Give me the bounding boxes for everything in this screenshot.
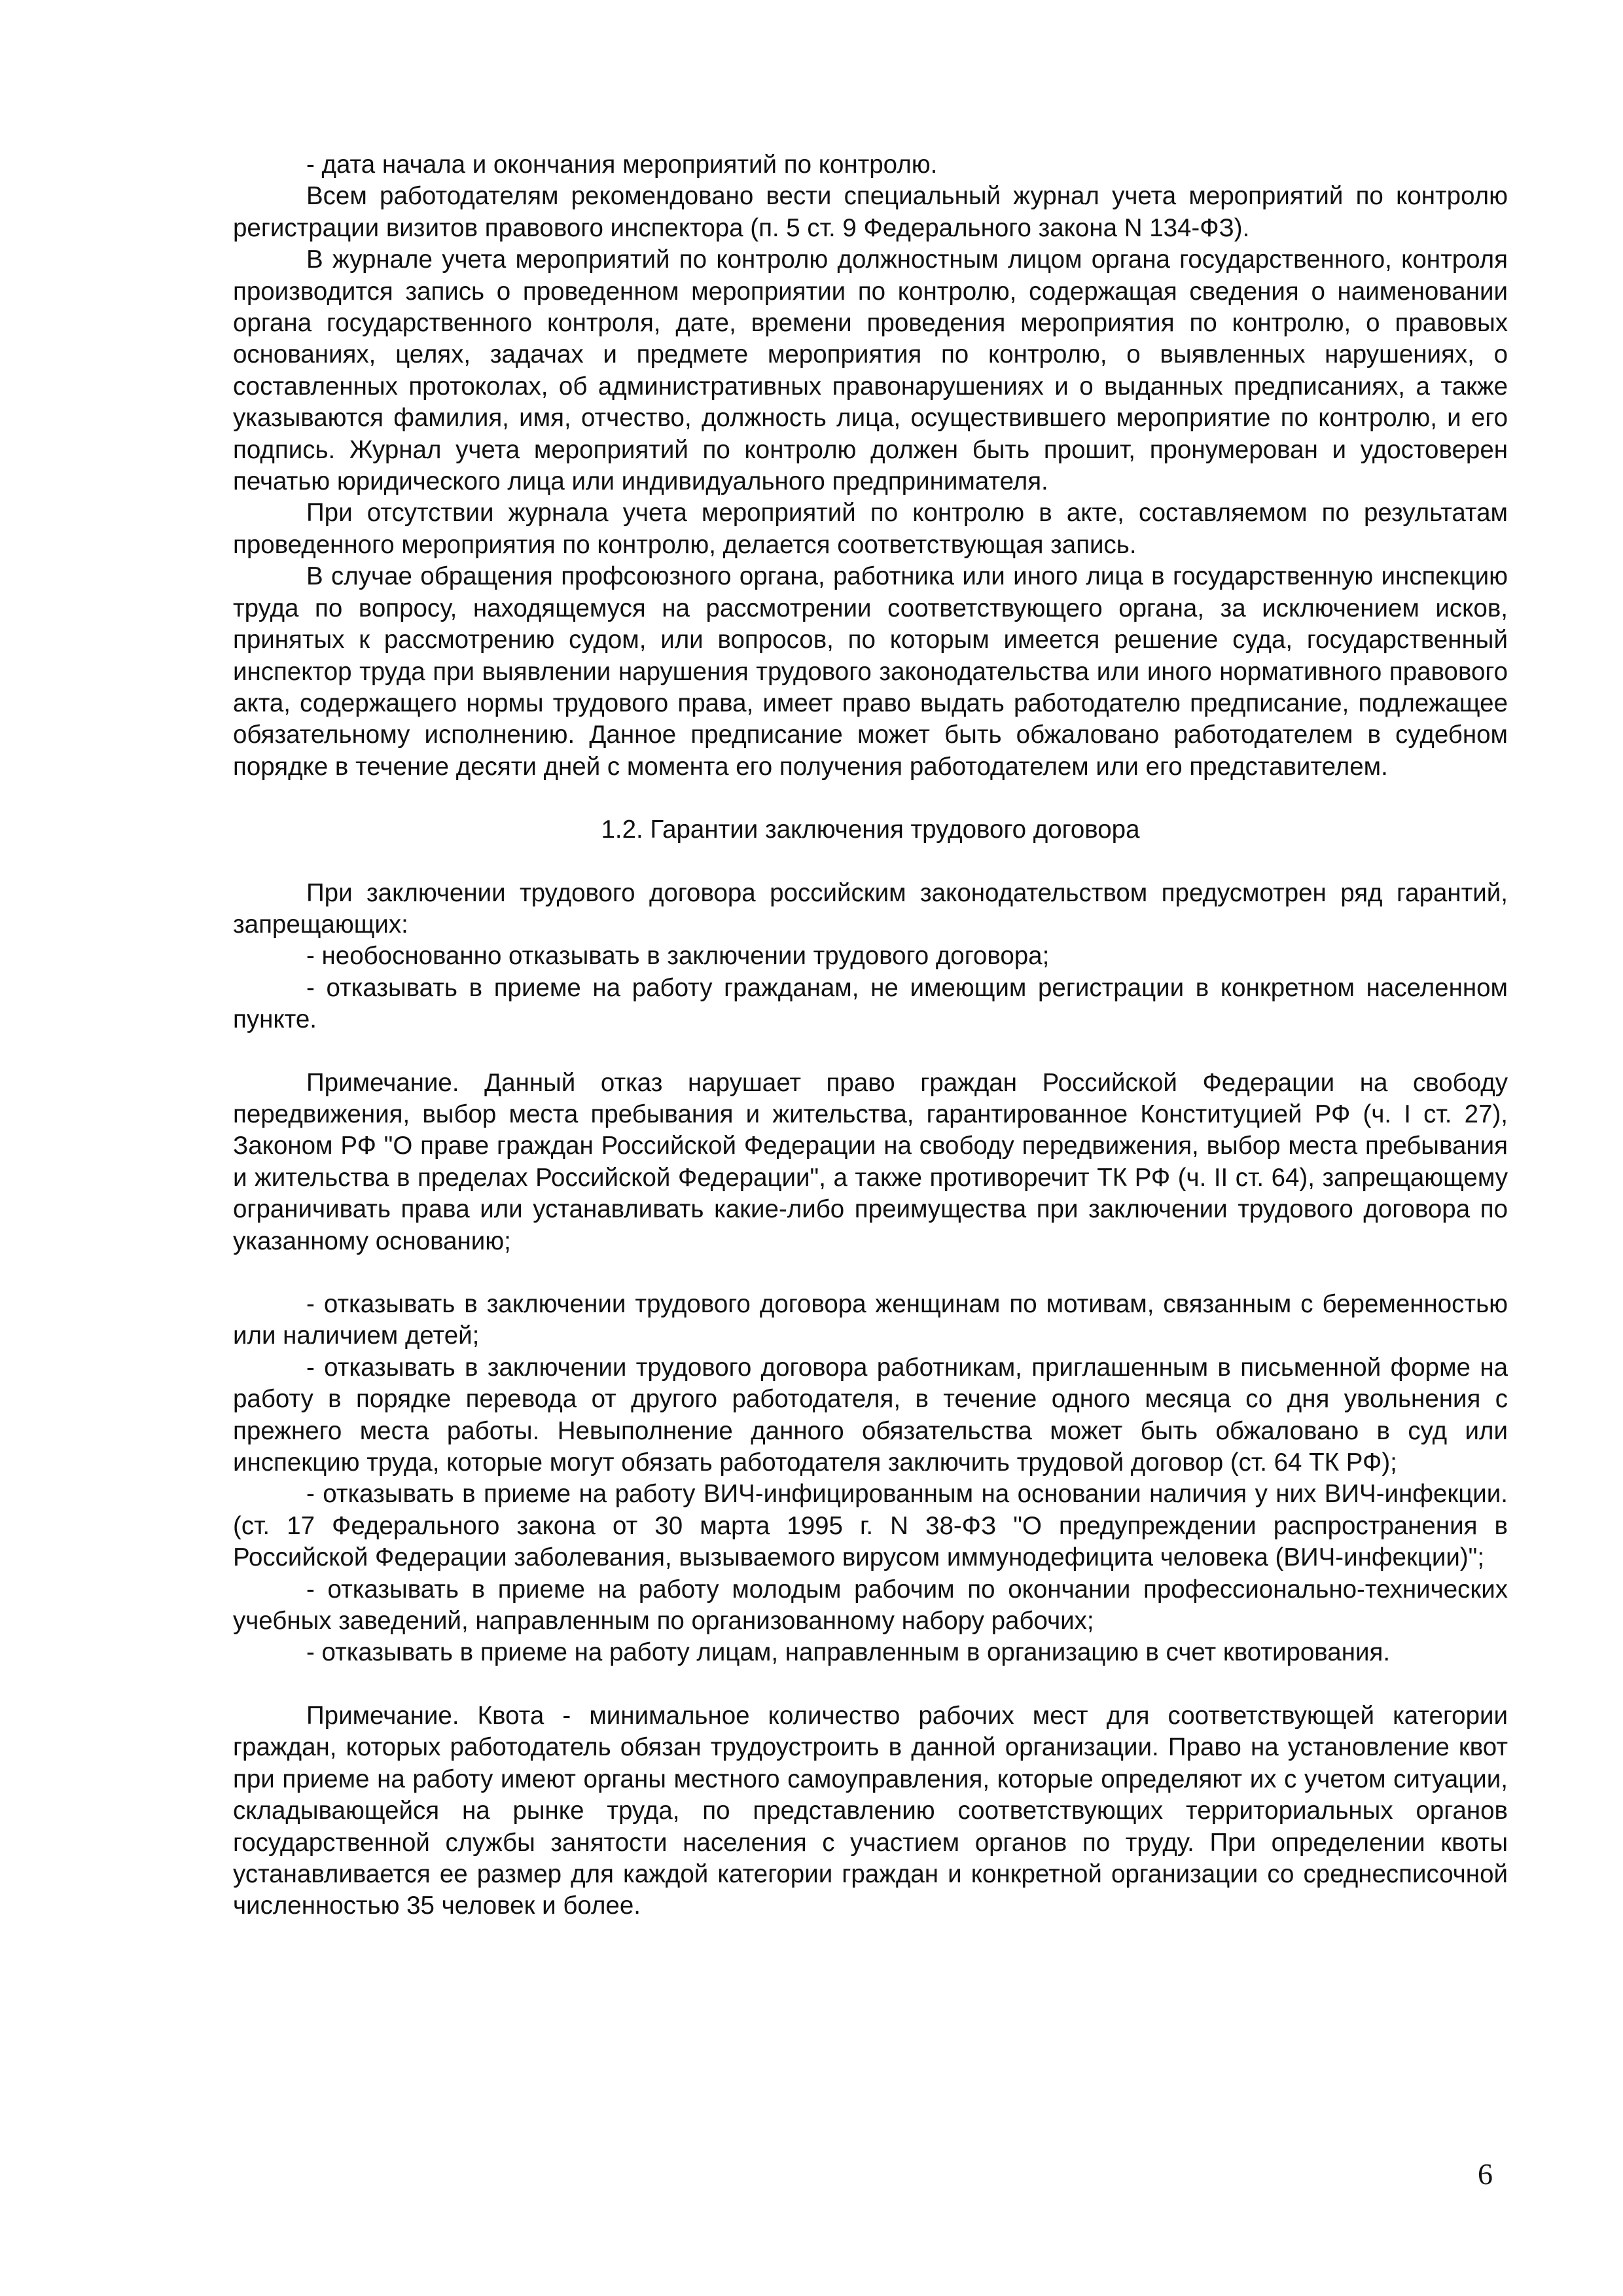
paragraph-journal-recommendation: Всем работодателям рекомендовано вести специальный журнал учета мероприятий по контролю регистрации визитов правового инспектора (п. 5 ст. 9 Федерального закона N 134-ФЗ). — [233, 182, 1508, 242]
body-text — [233, 149, 1508, 1922]
page-number: 6 — [1478, 2157, 1493, 2191]
list-item-quota-refusal: - отказывать в приеме на работу лицам, направленным в организацию в счет квотирования. — [306, 1638, 1391, 1667]
list-item-hiv-refusal: - отказывать в приеме на работу ВИЧ-инфицированным на основании наличия у них ВИЧ-инфекции. (ст. 17 Федерального закона от 30 марта 1995 г. N 38-ФЗ "О предупреждении распространения в Российской Федерации заболевания, вызываемого вирусом иммунодефицита человека (ВИЧ-инфекции)"; — [233, 1480, 1508, 1572]
note-freedom-of-movement: Примечание. Данный отказ нарушает право граждан Российской Федерации на свободу передвижения, выбор места пребывания и жительства, гарантированное Конституцией РФ (ч. I ст. 27), Законом РФ "О праве граждан Российской Федерации на свободу передвижения, выбор места пребывания и жительства в пределах Российской Федерации", а также противоречит ТК РФ (ч. II ст. 64), запрещающему ограничивать права или устанавливать какие-либо преимущества при заключении трудового договора по указанному основанию; — [233, 1068, 1508, 1255]
section-heading: 1.2. Гарантии заключения трудового договора — [601, 816, 1140, 844]
list-item-unfounded-refusal: - необоснованно отказывать в заключении трудового договора; — [306, 942, 1050, 971]
paragraph-no-journal: При отсутствии журнала учета мероприятий по контролю в акте, составляемом по результатам проведенного мероприятия по контролю, делается соответствующая запись. — [233, 499, 1508, 559]
list-item-registration-refusal: - отказывать в приеме на работу гражданам, не имеющим регистрации в конкретном населенном пункте. — [233, 973, 1508, 1034]
paragraph-control-dates: - дата начала и окончания мероприятий по контролю. — [306, 151, 938, 179]
paragraph-guarantees-intro: При заключении трудового договора российским законодательством предусмотрен ряд гарантий, запрещающих: — [233, 878, 1508, 939]
paragraph-journal-entry: В журнале учета мероприятий по контролю должностным лицом органа государственного, контроля производится запись о проведенном мероприятии по контролю, содержащая сведения о наименовании органа государственного контроля, дате, времени проведения мероприятия по контролю, о правовых основаниях, целях, задачах и предмете мероприятия по контролю, о выявленных нарушениях, о составленных протоколах, об административных правонарушениях и о выданных предписаниях, а также указываются фамилия, имя, отчество, должность лица, осуществившего мероприятие по контролю, и его подпись. Журнал учета мероприятий по контролю должен быть прошит, пронумерован и удостоверен печатью юридического лица или индивидуального предпринимателя. — [233, 245, 1508, 496]
list-item-transfer-refusal: - отказывать в заключении трудового договора работникам, приглашенным в письменной форме на работу в порядке перевода от другого работодателя, в течение одного месяца со дня увольнения с прежнего места работы. Невыполнение данного обязательства может быть обжаловано в суд или инспекцию труда, которые могут обязать работодателя заключить трудовой договор (ст. 64 ТК РФ); — [233, 1353, 1508, 1477]
list-item-young-workers-refusal: - отказывать в приеме на работу молодым рабочим по окончании профессионально-технических учебных заведений, направленным по организованному набору рабочих; — [233, 1575, 1508, 1636]
note-quota: Примечание. Квота - минимальное количество рабочих мест для соответствующей категории граждан, которых работодатель обязан трудоустроить в данной организации. Право на установление квот при приеме на работу имеют органы местного самоуправления, которые определяют их с учетом ситуации, складывающейся на рынке труда, по представлению соответствующих территориальных органов государственной службы занятости населения с участием органов по труду. При определении квоты устанавливается ее размер для каждой категории граждан и конкретной организации со среднесписочной численностью 35 человек и более. — [233, 1701, 1508, 1920]
list-item-women-refusal: - отказывать в заключении трудового договора женщинам по мотивам, связанным с беременностью или наличием детей; — [233, 1290, 1508, 1350]
paragraph-inspection-order: В случае обращения профсоюзного органа, работника или иного лица в государственную инспекцию труда по вопросу, находящемуся на рассмотрении соответствующего органа, за исключением исков, принятых к рассмотрению судом, или вопросов, по которым имеется решение суда, государственный инспектор труда при выявлении нарушения трудового законодательства или иного нормативного правового акта, содержащего нормы трудового права, имеет право выдать работодателю предписание, подлежащее обязательному исполнению. Данное предписание может быть обжаловано работодателем в судебном порядке в течение десяти дней с момента его получения работодателем или его представителем. — [233, 562, 1508, 781]
